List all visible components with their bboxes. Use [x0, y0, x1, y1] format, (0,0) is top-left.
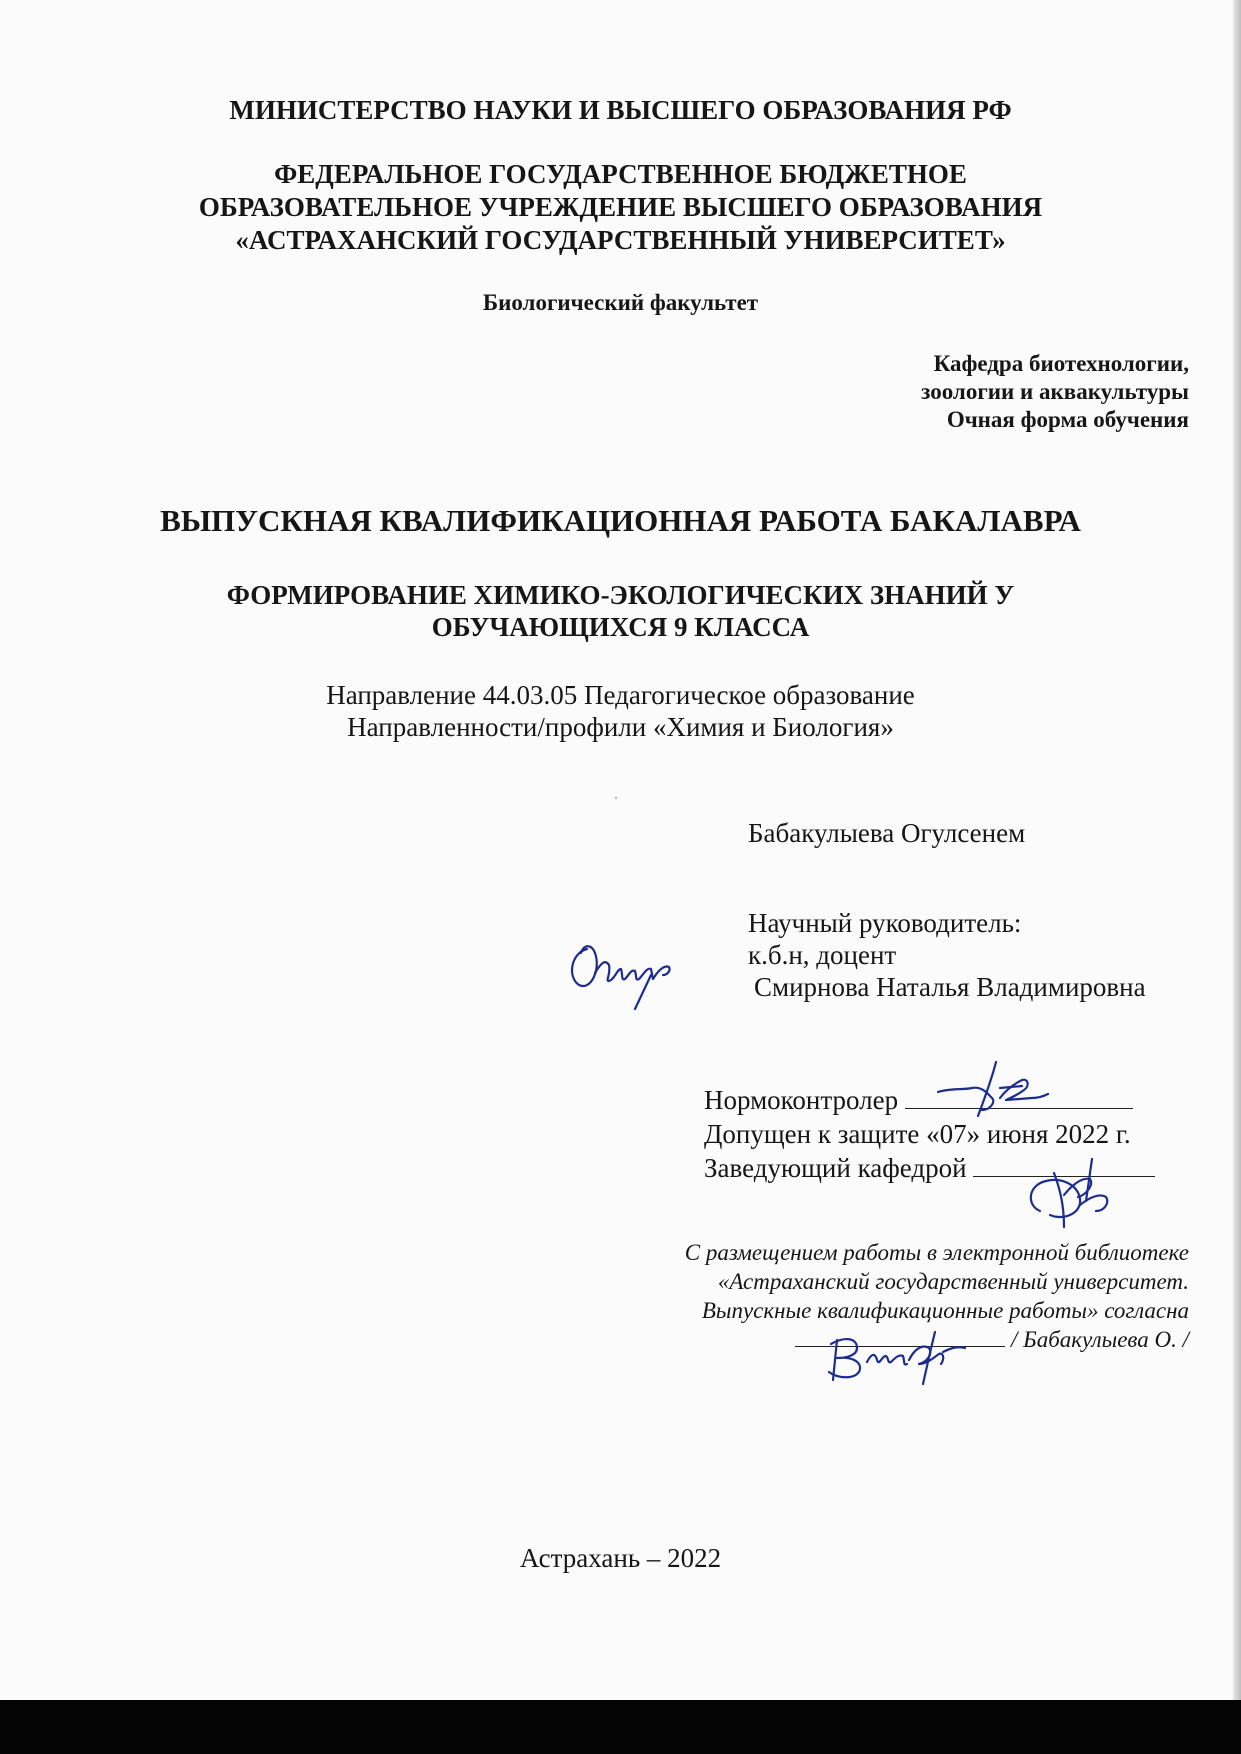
scan-speck — [615, 797, 617, 799]
profile-line: Направленности/профили «Химия и Биология» — [347, 712, 894, 742]
direction-line: Направление 44.03.05 Педагогическое образование — [326, 680, 915, 710]
advisor-label: Научный руководитель: — [748, 908, 1022, 938]
head-signature — [1020, 1155, 1130, 1235]
thesis-topic — [0, 579, 1241, 643]
topic-line-2: ОБУЧАЮЩИХСЯ 9 КЛАССА — [431, 612, 810, 642]
consent-signature-name: / Бабакулыева О. / — [1010, 1327, 1189, 1352]
study-direction — [0, 679, 1241, 743]
student-signature — [815, 1318, 985, 1388]
institution-name — [0, 158, 1241, 257]
scan-page-edge — [1233, 0, 1241, 1700]
department-line-2: зоологии и аквакультуры — [921, 379, 1189, 404]
topic-line-1: ФОРМИРОВАНИЕ ХИМИКО-ЭКОЛОГИЧЕСКИХ ЗНАНИЙ У — [226, 580, 1015, 610]
study-form: Очная форма обучения — [946, 407, 1189, 432]
faculty-name: Биологический факультет — [482, 290, 759, 315]
advisor-name: Смирнова Наталья Владимировна — [754, 972, 1146, 1002]
scan-border — [0, 1700, 1241, 1754]
advisor-block — [748, 907, 1146, 1003]
department-block — [921, 350, 1189, 434]
institution-line-2: ОБРАЗОВАТЕЛЬНОЕ УЧРЕЖДЕНИЕ ВЫСШЕГО ОБРАЗОВАНИЯ — [198, 192, 1043, 222]
norm-controller-signature — [930, 1058, 1060, 1128]
city-year: Астрахань – 2022 — [519, 1543, 722, 1573]
work-type-title: ВЫПУСКНАЯ КВАЛИФИКАЦИОННАЯ РАБОТА БАКАЛАВРА — [160, 503, 1081, 538]
institution-line-3: «АСТРАХАНСКИЙ ГОСУДАРСТВЕННЫЙ УНИВЕРСИТЕТ» — [235, 225, 1006, 255]
institution-line-1: ФЕДЕРАЛЬНОЕ ГОСУДАРСТВЕННОЕ БЮДЖЕТНОЕ — [274, 159, 967, 189]
ministry-title: МИНИСТЕРСТВО НАУКИ И ВЫСШЕГО ОБРАЗОВАНИЯ РФ — [229, 95, 1012, 125]
consent-line-2: «Астраханский государственный университет. — [717, 1269, 1189, 1294]
advisor-degree: к.б.н, доцент — [748, 940, 897, 970]
student-name: Бабакулыева Огулсенем — [748, 818, 1026, 848]
consent-line-3: Выпускные квалификационные работы» согласна — [701, 1298, 1189, 1323]
admitted-row: Допущен к защите «07» июня 2022 г. — [704, 1119, 1131, 1149]
head-label: Заведующий кафедрой — [704, 1153, 967, 1183]
department-line-1: Кафедра биотехнологии, — [933, 351, 1189, 376]
advisor-signature — [565, 935, 715, 1015]
consent-line-1: С размещением работы в электронной библиотеке — [684, 1240, 1189, 1265]
norm-controller-label: Нормоконтролер — [704, 1085, 899, 1115]
